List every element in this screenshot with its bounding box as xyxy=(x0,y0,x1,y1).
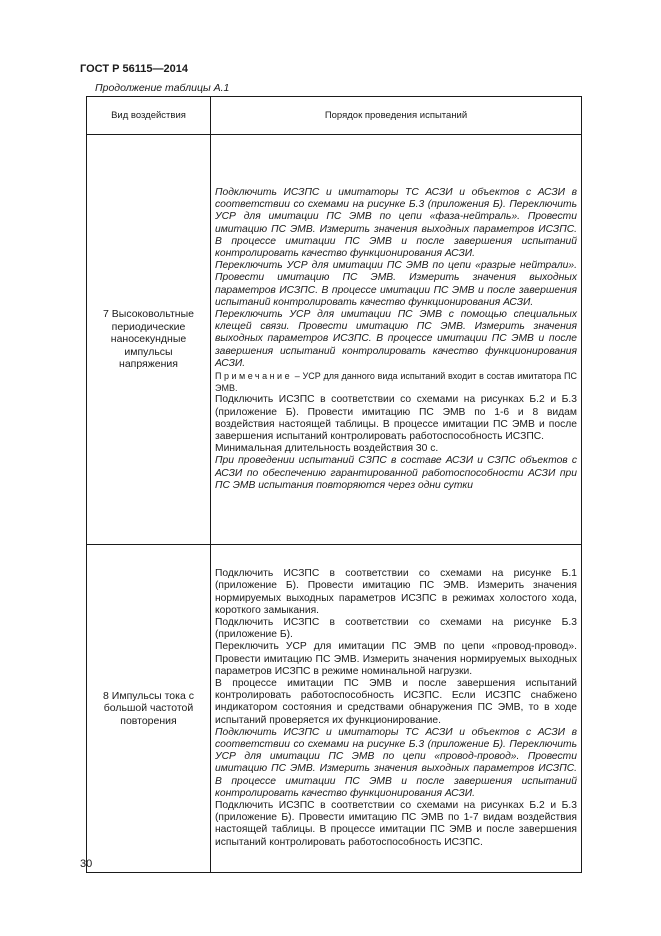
impact-cell: 8 Импульсы тока с большой частотой повторения xyxy=(87,545,211,873)
procedure-paragraph: Подключить ИСЗПС и имитаторы ТС АСЗИ и объектов с АСЗИ в соответствии со схемами на рисунке Б.3 (приложение Б). Переключить УСР для имитации ПС ЭМВ по цепи «провод-провод». Провести имитацию ПС ЭМВ. Измерить значения выходных параметров ИСЗПС. В процессе имитации ПС ЭМВ и после завершения испытаний контролировать качество функционирования АСЗИ. xyxy=(215,726,577,799)
column-header-procedure: Порядок проведения испытаний xyxy=(211,97,582,135)
table-header-row xyxy=(87,97,582,135)
procedure-cell xyxy=(211,135,582,545)
table-continuation-caption: Продолжение таблицы А.1 xyxy=(95,82,230,94)
procedure-cell xyxy=(211,545,582,873)
impact-cell: 7 Высоковольтные периодические наносекундные импульсы напряжения xyxy=(87,135,211,545)
page-number: 30 xyxy=(80,858,93,870)
note-label: Примечание xyxy=(215,371,293,381)
procedure-paragraph: Подключить ИСЗПС в соответствии со схемами на рисунке Б.1 (приложение Б). Провести имитацию ПС ЭМВ. Измерить значения нормируемых выходных параметров ИСЗПС в режимах холостого хода, короткого замыкания. xyxy=(215,568,577,616)
procedure-paragraph: Подключить ИСЗПС в соответствии со схемами на рисунках Б.2 и Б.3 (приложение Б). Провести имитацию ПС ЭМВ по 1-6 и 8 видам воздействия настоящей таблицы. В процессе имитации ПС ЭМВ и после завершения испытаний контролировать работоспособность ИСЗПС. xyxy=(215,394,577,443)
procedure-paragraph: Переключить УСР для имитации ПС ЭМВ с помощью специальных клещей связи. Провести имитацию ПС ЭМВ. Измерить значения выходных параметров ИСЗПС. В процессе имитации ПС ЭМВ и после завершения испытаний контролировать качество функционирования АСЗИ. xyxy=(215,308,577,369)
procedure-paragraph: Подключить ИСЗПС и имитаторы ТС АСЗИ и объектов с АСЗИ в соответствии со схемами на рисунке Б.3 (приложения Б). Переключить УСР для имитации ПС ЭМВ по цепи «фаза-нейтраль». Провести имитацию ПС ЭМВ. Измерить значения выходных параметров ИСЗПС. В процессе имитации ПС ЭМВ и после завершения испытаний контролировать качество функционирования АСЗИ. xyxy=(215,186,577,259)
procedure-paragraph: В процессе имитации ПС ЭМВ и после завершения испытаний контролировать работоспособность ИСЗПС. Если ИСЗПС снабжено индикатором состояния и средствами обнаружения ПС ЭМВ, то в ходе испытаний проверяется их функционирование. xyxy=(215,677,577,726)
procedure-paragraph: Минимальная длительность воздействия 30 с. xyxy=(215,443,439,455)
test-procedures-table xyxy=(86,96,582,873)
procedure-paragraph: Подключить ИСЗПС в соответствии со схемами на рисунках Б.2 и Б.3 (приложение Б). Провести имитацию ПС ЭМВ по 1-7 видам воздействия настоящей таблицы. В процессе имитации ПС ЭМВ и после завершения испытаний контролировать работоспособность ИСЗПС. xyxy=(215,800,577,848)
table-row xyxy=(87,135,582,545)
procedure-paragraph: Переключить УСР для имитации ПС ЭМВ по цепи «провод-провод». Провести имитацию ПС ЭМВ. Измерить значения нормируемых выходных параметров ИСЗПС в режиме номинальной нагрузки. xyxy=(215,641,577,677)
procedure-note xyxy=(215,370,577,394)
document-standard-header: ГОСТ Р 56115—2014 xyxy=(80,63,188,75)
procedure-paragraph: Переключить УСР для имитации ПС ЭМВ по цепи «разрые нейтрали». Провести имитацию ПС ЭМВ. Измерить значения выходных параметров ИСЗПС. В процессе имитации ПС ЭМВ и после завершения испытаний контролировать качество функционирования АСЗИ. xyxy=(215,260,577,308)
note-text: – УСР для данного вида испытаний входит в состав имитатора ПС ЭМВ. xyxy=(215,371,577,394)
table-row xyxy=(87,545,582,873)
procedure-paragraph: При проведении испытаний СЗПС в составе АСЗИ и СЗПС объектов с АСЗИ по обеспечению гарантированной работоспособности АСЗИ при ПС ЭМВ испытания повторяются через одни сутки xyxy=(215,455,577,491)
procedure-paragraph: Подключить ИСЗПС в соответствии со схемами на рисунке Б.3 (приложение Б). xyxy=(215,616,577,641)
column-header-impact: Вид воздействия xyxy=(87,97,211,135)
